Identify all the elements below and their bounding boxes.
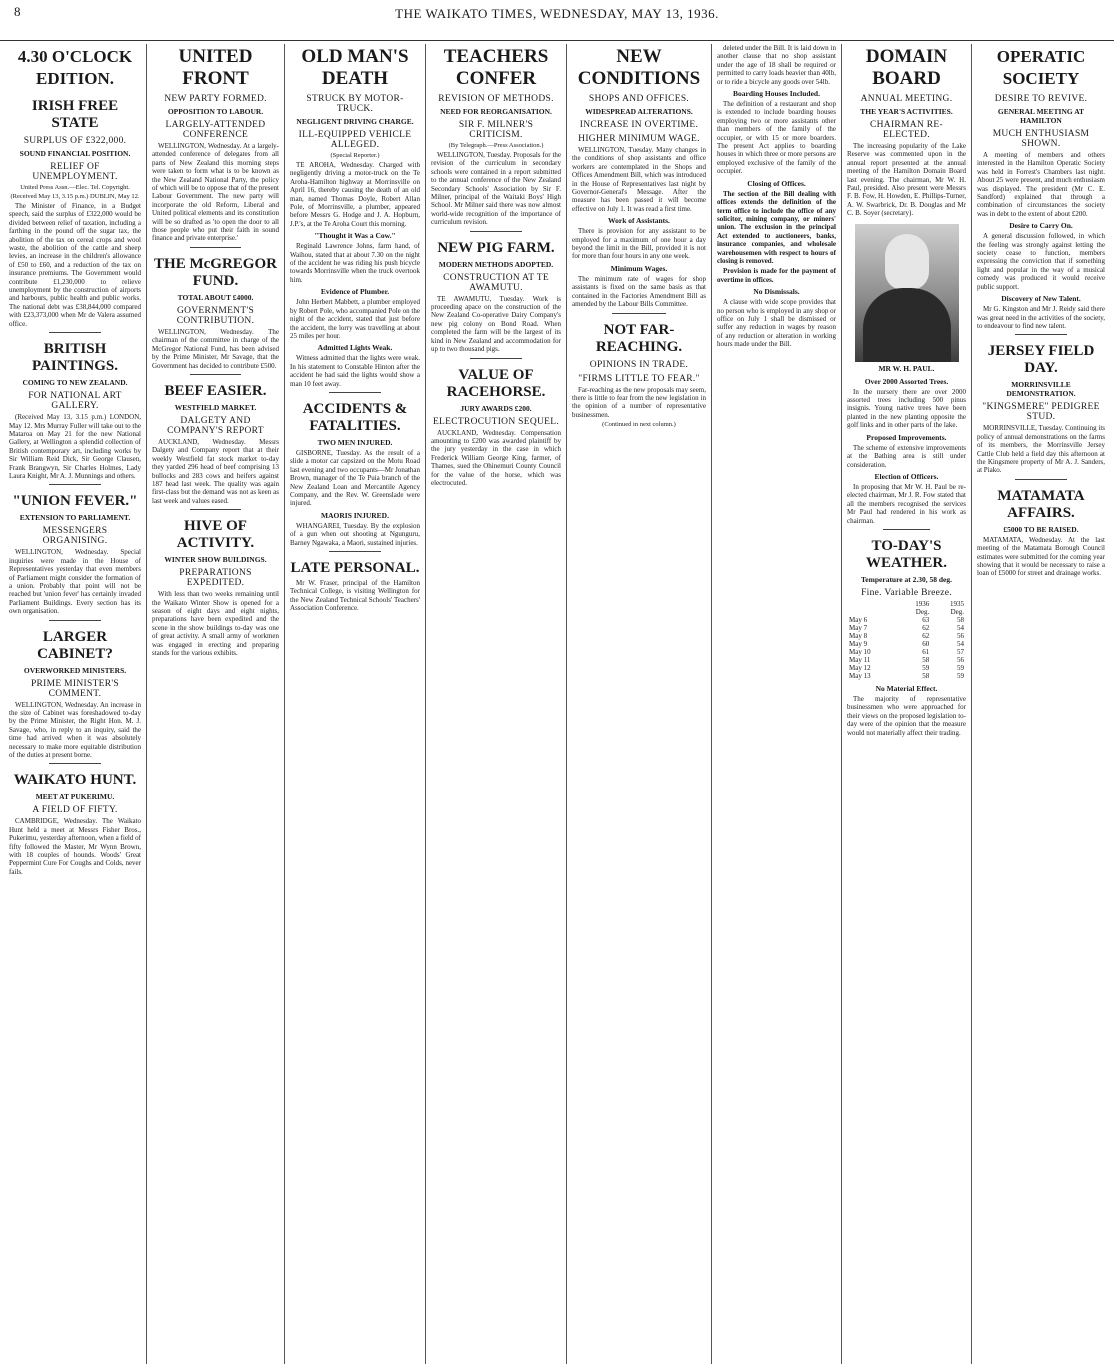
edition-heading: 4.30 O'CLOCK EDITION. xyxy=(17,47,133,88)
headline-mcgregor: THE McGREGOR FUND. xyxy=(154,255,277,289)
article-text: WELLINGTON, Wednesday. At a largely-attended conference of delegates from all parts of New Zealand this morning steps were taken to form what is to be known as the New Zealand National Party, the policy of which will be to oppose that of the present Labour Government. The new party will incorporate the old Reform, Liberal and United political elements and its constitution will be so drafted as 'to open the door to all those people who put their faith in sound finance and private enterprise.' xyxy=(152,142,279,243)
subhead: INCREASE IN OVERTIME. xyxy=(579,120,699,130)
headline-weather: TO-DAY'S WEATHER. xyxy=(866,537,947,571)
column-6 xyxy=(712,44,842,1364)
article-text: Mr W. Fraser, principal of the Hamilton Technical College, is visiting Wellington for the New Zealand Technical Schools' Teachers' Association Conference. xyxy=(290,579,420,613)
headline-hunt: WAIKATO HUNT. xyxy=(13,772,137,789)
article-text: A general discussion followed, in which the feeling was strongly against letting the society cease to function, members expressing the conviction that if something light and popular in the way of a musical comedy was produced it would receive public support. xyxy=(977,232,1105,291)
headline-union-fever: "UNION FEVER." xyxy=(12,493,138,510)
subhead: DALGETY AND COMPANY'S REPORT xyxy=(167,415,264,436)
article-text: In proposing that Mr W. H. Paul be re-elected chairman, Mr J. R. Fow stated that all the members recognised the services Mr Paul had rendered in his work as chairman. xyxy=(847,482,966,525)
table-row: May 12 59 59 xyxy=(849,663,964,672)
subhead: STRUCK BY MOTOR-TRUCK. xyxy=(306,94,404,114)
byline: (Special Reporter.) xyxy=(330,152,380,159)
column-2 xyxy=(147,44,285,1364)
subhead: MODERN METHODS ADOPTED. xyxy=(438,259,554,269)
subhead: MEET AT PUKERIMU. xyxy=(35,792,115,802)
article-text: WELLINGTON, Wednesday. Special inquiries were made in the House of Representatives yesterday that even members of Parliament might consider the formation of a union. Probably that point will not be reached but 'union fever' has certainly invaded Parliament Buildings. Every section has its own organisation. xyxy=(9,548,141,616)
subhead: ELECTROCUTION SEQUEL. xyxy=(432,416,560,427)
subhead: PRIME MINISTER'S COMMENT. xyxy=(30,678,120,699)
weather-table: 1936 1935 Deg. Deg. May 6 63 58 May 7 62 54 May 8 62 56 May 9 60 54 May 10 61 57 May 11 58 56 May 12 59 59 May 13 58 59 xyxy=(849,599,964,680)
column-3 xyxy=(285,44,426,1364)
subhead: £5000 TO BE RAISED. xyxy=(1003,524,1079,534)
headline-late-personal: LATE PERSONAL. xyxy=(290,560,420,576)
column-1 xyxy=(4,44,147,1364)
headline-matamata: MATAMATA AFFAIRS. xyxy=(997,487,1085,521)
article-text: MORRINSVILLE, Tuesday. Continuing its policy of annual demonstrations on the farms of its members, the Morrinsville Jersey Cattle Club held a field day this afternoon at the Kingsmere property of Mr A. J. Sanders, at Piako. xyxy=(977,424,1105,475)
subhead: REVISION OF METHODS. xyxy=(438,94,554,104)
table-row: May 10 61 57 xyxy=(849,647,964,656)
subhead: DESIRE TO REVIVE. xyxy=(994,94,1088,104)
masthead xyxy=(0,0,1114,41)
headline-cabinet: LARGER CABINET? xyxy=(37,628,113,662)
subhead: ILL-EQUIPPED VEHICLE ALLEGED. xyxy=(298,130,412,150)
subhead: THE YEAR'S ACTIVITIES. xyxy=(860,107,953,116)
headline-jersey: JERSEY FIELD DAY. xyxy=(987,343,1095,377)
article-text: The majority of representative businessmen who were approached for their views on the proposed legislation to-day were of the opinion that the measure would not materially affect their trading. xyxy=(847,694,966,737)
section-head: Over 2000 Assorted Trees. xyxy=(864,376,949,386)
article-text: WELLINGTON, Tuesday. Proposals for the revision of the curriculum in secondary schools were contained in a report submitted to the annual conference of the New Zealand Secondary Schools' Association by Sir F. Milner, principal of the Waitaki Boys' High School. Mr Milner said there was now almost world-wide recognition of the importance of curriculum revision. xyxy=(431,151,561,227)
article-text: The scheme of extensive improvements at the Bathing area is still under consideration. xyxy=(847,443,966,469)
section-head: Desire to Carry On. xyxy=(1009,221,1073,231)
section-head: Election of Officers. xyxy=(874,471,939,481)
column-7 xyxy=(842,44,972,1364)
subhead: SHOPS AND OFFICES. xyxy=(588,94,690,104)
subhead: LARGELY-ATTENDED CONFERENCE xyxy=(165,120,266,140)
section-head: MAORIS INJURED. xyxy=(321,510,389,520)
headline-racehorse: VALUE OF RACEHORSE. xyxy=(446,366,546,400)
subhead: OPINIONS IN TRADE. xyxy=(589,359,689,370)
subhead: NEGLIGENT DRIVING CHARGE. xyxy=(296,117,414,126)
article-text: Far-reaching as the new proposals may seem, there is little to fear from the new legislation in the opinion of a number of representative businessmen. xyxy=(572,385,706,419)
article-text: The increasing popularity of the Lake Reserve was commented upon in the annual report presented at the annual meeting of the Hamilton Domain Board last evening. The chairman, Mr W. H. Paul, presided. Also present were Messrs F. B. Fow, H. Howden, E. Phillips-Turner, A. W. Swarbrick, Dr. B. Douglas and Mr C. B. Soyer (secretary). xyxy=(847,142,966,218)
subhead: JURY AWARDS £200. xyxy=(460,403,532,413)
headline-beef: BEEF EASIER. xyxy=(164,382,267,399)
headline-domain-board: DOMAIN BOARD xyxy=(865,46,948,89)
article-text: Provision is made for the payment of overtime in offices. xyxy=(717,267,836,284)
column-4 xyxy=(426,44,567,1364)
dateline: (Received May 13, 3.15 p.m.) DUBLIN, May 12. xyxy=(10,193,140,200)
headline-irish: IRISH FREE STATE xyxy=(31,98,119,131)
article-text: WELLINGTON, Wednesday. An increase in the size of Cabinet was foreshadowed to-day by the Prime Minister, the Right Hon. M. J. Savage, who, in reply to an inquiry, said the time had arrived when it was absolutely necessary to make more equitable distribution of the duties at present borne. xyxy=(9,700,141,760)
section-head: Closing of Offices. xyxy=(747,178,806,188)
subhead: NEED FOR REORGANISATION. xyxy=(440,107,552,116)
article-text: With less than two weeks remaining until the Waikato Winter Show is opened for a season of eight days and eight nights, preparations have been expedited and the scene in the show buildings to-day was one of great activity. A small army of workmen was engaged in erecting and preparing stands for the various exhibits. xyxy=(152,590,279,657)
table-row: May 6 63 58 xyxy=(849,615,964,624)
section-head: No Material Effect. xyxy=(875,683,938,693)
subhead: ANNUAL MEETING. xyxy=(860,94,953,104)
section-head: Discovery of New Talent. xyxy=(1001,294,1081,304)
subhead: OVERWORKED MINISTERS. xyxy=(23,665,127,675)
section-head: Admitted Lights Weak. xyxy=(317,343,393,353)
article-text: John Herbert Mabbett, a plumber employed by Robert Pole, who accompanied Pole on the night of the accident, stated that just before the accident, the lorry was travelling at about 25 miles per hour. xyxy=(290,298,420,340)
subhead: EXTENSION TO PARLIAMENT. xyxy=(19,513,131,523)
byline: United Press Assn.—Elec. Tel. Copyright. xyxy=(20,184,130,191)
subhead: "KINGSMERE" PEDIGREE STUD. xyxy=(982,402,1100,423)
continued-note: (Continued in next column.) xyxy=(602,421,676,429)
headline-paintings: BRITISH PAINTINGS. xyxy=(32,341,118,375)
headline-old-mans-death: OLD MAN'S DEATH xyxy=(301,46,409,89)
article-text: AUCKLAND, Wednesday. Messrs Dalgety and Company report that at their weekly Westfield fat stock market to-day they yarded 296 head of beef comprising 13 bullocks and 283 cows and heifers against 187 head last week. The quality was again first-class but the demand was not as keen as last week and values eased. xyxy=(152,437,279,505)
article-text: deleted under the Bill. It is laid down in another clause that no shop assistant under the age of 18 shall be required or permitted to carry loads heavier than 40lb, or to ride a bicycle any goods over 54lb. xyxy=(717,44,836,86)
article-text: There is provision for any assistant to be employed for a maximum of one hour a day beyond the limit in the Bill, provided it is not for more than four hours in any one week. xyxy=(572,227,706,261)
subhead: TWO MEN INJURED. xyxy=(317,437,393,447)
page-number: 8 xyxy=(14,4,21,19)
subhead: WIDESPREAD ALTERATIONS. xyxy=(585,107,693,116)
section-head: Boarding Houses Included. xyxy=(733,89,820,99)
article-text: (Received May 13, 3.15 p.m.) LONDON, May 12. Mrs Murray Fuller will take out to the Mataroa on May 21 for the new National Gallery, at Wellington a splendid collection of British contemporary art, including works by Sir William Reid Dick, Sir George Clausen, Frank Brangwyn, Sir Charles Holmes, Lady Laura Knight, Mr A. J. Munnings and others. xyxy=(9,413,141,480)
section-head: No Dismissals. xyxy=(753,287,800,297)
subhead: MORRINSVILLE DEMONSTRATION. xyxy=(1006,380,1076,399)
section-head: "Thought it Was a Cow." xyxy=(314,231,396,241)
subhead: GENERAL MEETING AT HAMILTON xyxy=(997,107,1085,125)
article-text: The section of the Bill dealing with offices extends the definition of the term office to include the office of any solicitor, mining company, or miners' union. The exclusion in the principal Act extended to auctioneers, banks, insurance companies, and wholesale warehousemen with respect to hours of closing is removed. xyxy=(717,189,836,265)
article-text: WELLINGTON, Tuesday. Many changes in the conditions of shop assistants and office workers are contemplated in the Shops and Offices Amendment Bill, which was introduced in the House of Representatives last night by Governor-General's Message. After the measure has been passed it will become effective on July 1. It was read a first time. xyxy=(572,146,706,213)
weather-col-header: 1935 xyxy=(950,599,964,608)
article-text: TE AROHA, Wednesday. Charged with negligently driving a motor-truck on the Te Aroha-Hamilton highway at Morrinsville on April 16, thereby causing the death of an old man, named Thomas Doyle, Robert Allan Pole, of Morrinsville, a plumber, appeared before Messrs G. Hodge and J. A. Hopburn, J.P.'s, at the Te Aroha Court this morning. xyxy=(290,161,420,228)
article-text: GISBORNE, Tuesday. As the result of a slide a motor car capsized on the Motu Road last evening and two occupants—Mr Jonathan Brown, manager of the Te Puia branch of the New Zealand Loan and Mercantile Agency Company, and the Rev. W. Greenslade were injured. xyxy=(290,448,420,508)
article-text: The minimum rate of wages for shop assistants is fixed on the same basis as that contained in the Factories Amendment Bill as amended by the Labour Bills Committee. xyxy=(572,274,706,309)
section-head: Evidence of Plumber. xyxy=(320,287,390,297)
article-text: WELLINGTON, Wednesday. The chairman of the committee in charge of the McGregor National Fund, has been advised by the Prime Minister, Mr Savage, that the Government has decided to contribute £500. xyxy=(152,327,279,370)
article-text: Witness admitted that the lights were weak. In his statement to Constable Hinton after the accident he had said the lights would show a man 10 feet away. xyxy=(290,354,420,388)
subhead: SIR F. MILNER'S CRITICISM. xyxy=(458,120,534,140)
article-text: The Minister of Finance, in a Budget speech, said the surplus of £322,000 would be divided between relief of taxation, including a farthing in the pound off the sugar tax, the abolition of the tax on cereal crops and wool waste, the abolition of the cattle and sheep levies, an increase in the children's allowance of £50 to £60, and a reduction of the tax on insurance premiums. The Government would contribute £1,230,000 to relieve unemployment by the construction of airports and harbours, public health and public works. The national debt was £38,844,000 compared with £23,373,000 when Mr de Valera assumed office. xyxy=(9,202,141,328)
headline-new-conditions: NEW CONDITIONS xyxy=(577,46,701,89)
section-head: Minimum Wages. xyxy=(610,263,668,273)
subhead: FOR NATIONAL ART GALLERY. xyxy=(28,391,122,412)
article-text: A clause with wide scope provides that no person who is employed in any shop or office on July 1 shall be dismissed or suffer any reduction in wages by reason of any reduction or alteration in working hours made under the Bill. xyxy=(717,298,836,349)
article-text: Mr G. Kingston and Mr J. Reidy said there was great need in the activities of the society, to endeavour to find new talent. xyxy=(977,305,1105,330)
article-text: In the nursery there are over 2000 assorted trees including 500 pinus insignis. Young native trees have been planted in the new planting opposite the golf links and in other parts of the lake. xyxy=(847,387,966,430)
subhead: Temperature at 2.30, 58 deg. xyxy=(860,574,953,584)
subhead: PREPARATIONS EXPEDITED. xyxy=(179,568,252,589)
subhead: SURPLUS OF £322,000. xyxy=(23,136,127,146)
photo-caption: MR W. H. PAUL. xyxy=(878,363,935,373)
weather-col-header: 1936 xyxy=(915,599,930,608)
headline-accidents: ACCIDENTS & FATALITIES. xyxy=(302,400,408,434)
subhead: WINTER SHOW BUILDINGS. xyxy=(164,555,267,565)
subhead: WESTFIELD MARKET. xyxy=(174,402,257,412)
subhead: COMING TO NEW ZEALAND. xyxy=(22,378,128,388)
table-row: May 9 60 54 xyxy=(849,639,964,648)
article-text: MATAMATA, Wednesday. At the last meeting of the Matamata Borough Council estimates were submitted for the coming year showing that it would be necessary to raise a loan of £5000 for street and drainage works. xyxy=(977,535,1105,578)
table-row: May 8 62 56 xyxy=(849,631,964,640)
headline-pig-farm: NEW PIG FARM. xyxy=(437,239,555,256)
table-row: May 13 58 59 xyxy=(849,671,964,680)
subhead: A FIELD OF FIFTY. xyxy=(32,805,118,816)
subhead: GOVERNMENT'S CONTRIBUTION. xyxy=(176,305,255,326)
headline-united-front: UNITED FRONT xyxy=(178,46,253,89)
subhead: CONSTRUCTION AT TE AWAMUTU. xyxy=(443,272,549,293)
column-5 xyxy=(567,44,712,1364)
headline-not-far-reaching: NOT FAR-REACHING. xyxy=(595,321,683,355)
subhead: Fine. Variable Breeze. xyxy=(861,587,952,598)
table-row: May 7 62 54 xyxy=(849,623,964,632)
byline: (By Telegraph.—Press Association.) xyxy=(448,142,544,149)
subhead: OPPOSITION TO LABOUR. xyxy=(167,107,264,116)
section-head: Proposed Improvements. xyxy=(866,432,947,442)
article-text: The definition of a restaurant and shop is extended to include boarding houses employing two or more assistants other than members of the family of the occupier, or with 15 or more boarders. The present Act applies to boarding houses in which three or more persons are employed exclusive of the family of the occupier. xyxy=(717,100,836,176)
article-text: CAMBRIDGE, Wednesday. The Waikato Hunt held a meet at Messrs Fisher Bros., Pukerimu, yesterday afternoon, when a field of fifty followed the Master, Mr Wynn Brown, with 18 couples of hounds. Woods' Great Peppermint Cure For Coughs and Colds, never fails. xyxy=(9,817,141,876)
portrait-photo xyxy=(855,224,959,362)
article-text: A meeting of members and others interested in the Hamilton Operatic Society was held in Forrest's Chambers last night. About 25 were present, and much enthusiasm was displayed. The president (Mr C. E. Sandford) explained that through a combination of circumstances the society was in debt to the extent of about £200. xyxy=(977,151,1105,218)
headline-hive: HIVE OF ACTIVITY. xyxy=(176,518,255,552)
subhead: NEW PARTY FORMED. xyxy=(164,94,267,104)
section-head: Work of Assistants. xyxy=(608,216,670,226)
table-row: May 11 58 56 xyxy=(849,655,964,664)
article-text: TE AWAMUTU, Tuesday. Work is proceeding apace on the construction of the New Zealand Co-operative Dairy Company's new pig colony on Bond Road. When completed the farm will be the largest of its kind in New Zealand and accommodation for up to two thousand pigs. xyxy=(431,294,561,354)
subhead: MESSENGERS ORGANISING. xyxy=(42,526,108,547)
newspaper-title: THE WAIKATO TIMES, WEDNESDAY, MAY 13, 1936. xyxy=(395,6,719,21)
subhead: RELIEF OF UNEMPLOYMENT. xyxy=(32,162,118,182)
article-text: AUCKLAND, Wednesday. Compensation amounting to £200 was awarded plaintiff by the jury yesterday in the case in which Frederick William George King, farmer, of Thames, sued the Ohinemuri County Council for the value of the horse, which was electrocuted. xyxy=(431,428,561,487)
subhead: "FIRMS LITTLE TO FEAR." xyxy=(578,373,700,384)
column-8 xyxy=(972,44,1110,1364)
subhead: TOTAL ABOUT £4000. xyxy=(177,292,254,302)
subhead: CHAIRMAN RE-ELECTED. xyxy=(869,120,943,140)
subhead: SOUND FINANCIAL POSITION. xyxy=(19,149,131,158)
article-text: WHANGAREI, Tuesday. By the explosion of a gun when out shooting at Ngunguru, Barney Ngawaka, a Maori, sustained injuries. xyxy=(290,521,420,547)
subhead: MUCH ENTHUSIASM SHOWN. xyxy=(992,129,1090,149)
subhead: HIGHER MINIMUM WAGE. xyxy=(578,134,700,144)
headline-operatic: OPERATIC SOCIETY xyxy=(996,47,1086,88)
article-text: Reginald Lawrence Johns, farm hand, of Waihou, stated that at about 7.30 on the night of the accident he was riding his push bicycle towards Morrinsville when the truck overtook him. xyxy=(290,242,420,284)
headline-teachers: TEACHERS CONFER xyxy=(443,46,549,89)
